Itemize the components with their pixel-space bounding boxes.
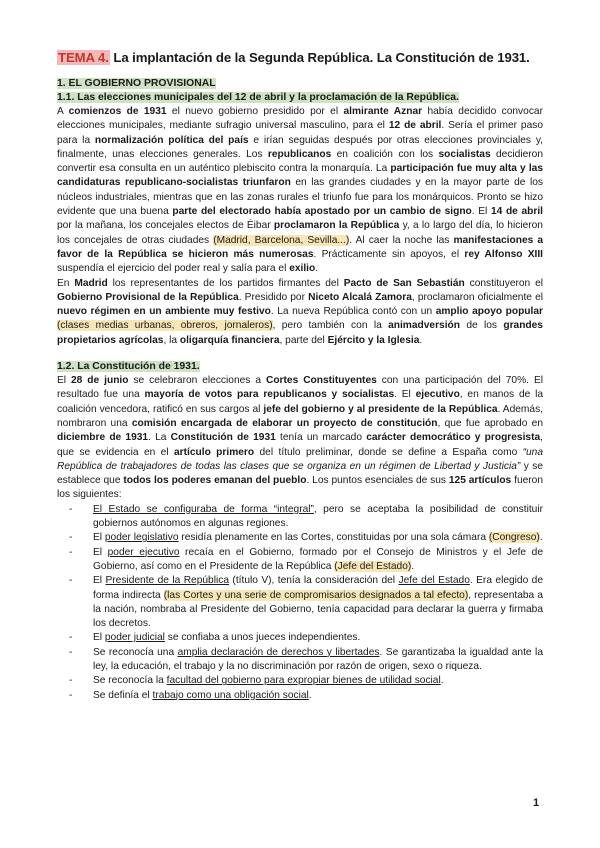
list-item: - El Estado se configuraba de forma “integral”, pero se aceptaba la posibilidad de constituir gobiernos autónomos en algunas regiones.	[93, 503, 543, 532]
list-item: - Se reconocía la facultad del gobierno para expropiar bienes de utilidad social.	[93, 674, 543, 688]
paragraph-elecciones: A comienzos de 1931 el nuevo gobierno presidido por el almirante Aznar había decidido convocar elecciones municipales, mediante sufragio universal masculino, para el 12 de abril. Sería el primer paso para la normalización política del país e irían seguidas después por otras elecciones provinciales y, finalmente, unas elecciones generales. Los republicanos en coalición con los socialistas decidieron convertir esa consulta en un auténtico plebiscito contra la monarquía. La participación fue muy alta y las candidaturas republicano-socialistas triunfaron en las grandes ciudades y en la mayor parte de los núcleos industriales, mientras que en las zonas rurales el triunfo fue para los monárquicos. Pronto se hizo evidente que una buena parte del electorado había apostado por un cambio de signo. El 14 de abril por la mañana, los concejales electos de Éibar proclamaron la República y, a lo largo del día, lo hicieron los concejales de otras ciudades (Madrid, Barcelona, Sevilla...). Al caer la noche las manifestaciones a favor de la República se hicieron más numerosas. Prácticamente sin apoyos, el rey Alfonso XIII suspendía el ejercicio del poder real y salía para el exilio.	[57, 106, 544, 275]
paragraph-constitucion: El 28 de junio se celebraron elecciones a Cortes Constituyentes con una participación del 70%. El resultado fue una mayoría de votos para republicanos y socialistas. El ejecutivo, en manos de la coalición vencedora, ratificó en sus cargos al jefe del gobierno y al presidente de la República. Además, nombraron una comisión encargada de elaborar un proyecto de constitución, que fue aprobado en diciembre de 1931. La Constitución de 1931 tenía un marcado carácter democrático y progresista, que se evidencia en el artículo primero del título preliminar, donde se define a España como “una República de trabajadores de todas las clases que se organiza en un régimen de Libertad y Justicia” y se establece que todos los poderes emanan del pueblo. Los puntos esenciales de sus 125 artículos fueron los siguientes:	[57, 375, 544, 501]
list-item: - El poder judicial se confiaba a unos jueces independientes.	[93, 631, 543, 645]
paragraph-gobierno-provisional: En Madrid los representantes de los partidos firmantes del Pacto de San Sebastián constituyeron el Gobierno Provisional de la República. Presidido por Niceto Alcalá Zamora, proclamaron oficialmente el nuevo régimen en un ambiente muy festivo. La nueva República contó con un amplio apoyo popular (clases medias urbanas, obreros, jornaleros), pero también con la animadversión de los grandes propietarios agrícolas, la oligarquía financiera, parte del Ejército y la Iglesia.	[57, 277, 544, 346]
list-item: - El Presidente de la República (título V), tenía la consideración del Jefe del Estado. Era elegido de forma indirecta (las Cortes y una serie de compromisarios designados a tal efecto), representaba a la nación, nombraba al Presidente del Gobierno, tenía capacidad para declarar la guerra y firmaba los decretos.	[93, 574, 543, 631]
subsection-heading: 1.1. Las elecciones municipales del 12 de abril y la proclamación de la República.	[57, 92, 459, 103]
document-page	[57, 50, 543, 703]
title-text: La implantación de la Segunda República. La Constitución de 1931.	[109, 50, 530, 65]
list-item: - El poder legislativo residía plenamente en las Cortes, constituidas por una sola cámara (Congreso).	[93, 531, 543, 545]
section-heading: 1. EL GOBIERNO PROVISIONAL	[57, 78, 216, 89]
page-title	[57, 50, 543, 65]
title-number: TEMA 4.	[58, 50, 109, 65]
subsection-heading-constitucion: 1.2. La Constitución de 1931.	[57, 361, 200, 373]
list-item: - Se reconocía una amplia declaración de derechos y libertades. Se garantizaba la igualdad ante la ley, la educación, el trabajo y la no discriminación por razón de origen, sexo o riqueza.	[93, 646, 543, 675]
list-item: - Se definía el trabajo como una obligación social.	[93, 689, 543, 703]
constitution-points-list	[57, 503, 543, 703]
page-number: 1	[533, 797, 540, 809]
list-item: - El poder ejecutivo recaía en el Gobierno, formado por el Consejo de Ministros y el Jefe de Gobierno, así como en el Presidente de la República (Jefe del Estado).	[93, 546, 543, 575]
